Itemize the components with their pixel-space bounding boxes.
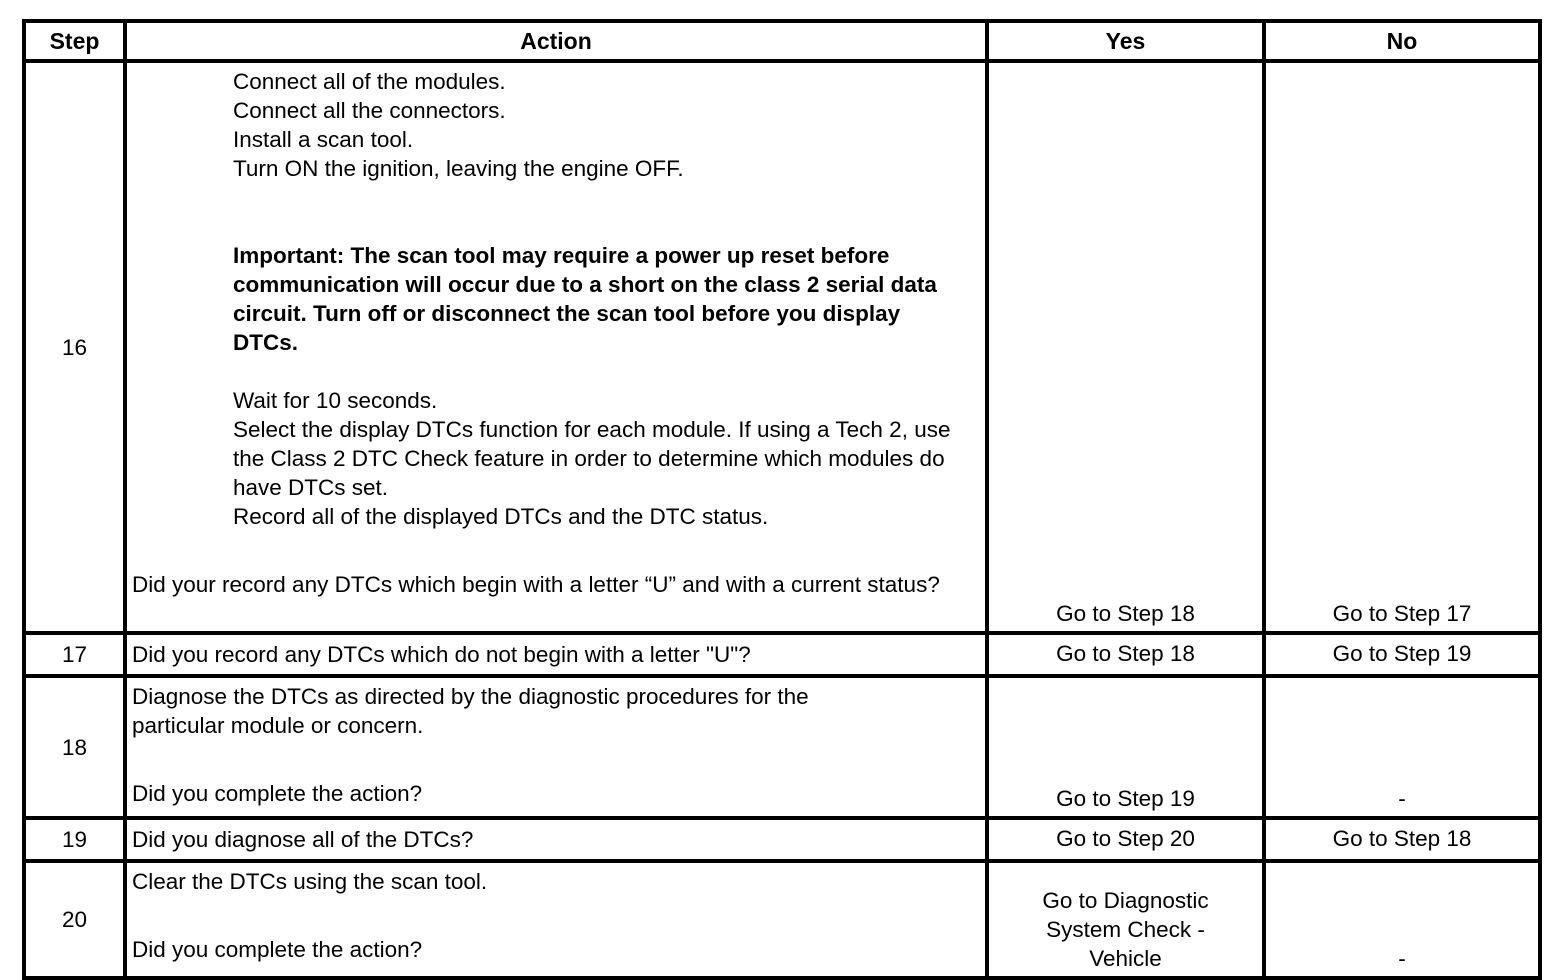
header-yes: Yes — [987, 21, 1264, 61]
step-number: 16 — [24, 61, 125, 633]
action-item: Install a scan tool. — [233, 127, 414, 152]
important-note: Important: The scan tool may require a power up reset before communication will occur due to a short on the class 2 serial data circuit. Turn off or disconnect the scan tool before you display DTCs. — [233, 243, 937, 355]
action-item: Connect all of the modules. — [233, 69, 506, 94]
step-question: Did you diagnose all of the DTCs? — [125, 818, 987, 861]
step-question: Did you record any DTCs which do not begin with a letter "U"? — [125, 633, 987, 676]
step-question: Did you complete the action? — [132, 937, 423, 962]
table-row-step-20 — [24, 861, 1540, 978]
no-result: - — [1264, 861, 1540, 978]
table-row-step-19 — [24, 818, 1540, 861]
action-item: Connect all the connectors. — [233, 98, 506, 123]
no-result: Go to Step 17 — [1264, 61, 1540, 633]
action-item: Wait for 10 seconds. — [233, 388, 438, 413]
action-text: Clear the DTCs using the scan tool. — [132, 869, 488, 894]
yes-result-text: Go to Diagnostic System Check - Vehicle — [1042, 888, 1209, 971]
action-list-1 — [233, 67, 979, 183]
diagnostic-table — [22, 19, 1542, 980]
table-row-step-18 — [24, 676, 1540, 818]
action-list-2 — [233, 386, 968, 531]
yes-result: Go to Step 18 — [987, 633, 1264, 676]
step-number: 20 — [24, 861, 125, 978]
step-number: 17 — [24, 633, 125, 676]
no-result: Go to Step 18 — [1264, 818, 1540, 861]
yes-result: Go to Step 19 — [987, 676, 1264, 818]
action-cell — [125, 861, 987, 978]
step-number: 19 — [24, 818, 125, 861]
header-step: Step — [24, 21, 125, 61]
action-item: Select the display DTCs function for each module. If using a Tech 2, use the Class 2 DTC Check feature in order to determine which modules do have DTCs set. — [233, 417, 951, 500]
table-row-step-17 — [24, 633, 1540, 676]
step-question: Did you complete the action? — [132, 781, 423, 806]
action-item: Turn ON the ignition, leaving the engine OFF. — [233, 156, 684, 181]
action-cell — [125, 61, 987, 633]
table-row-step-16 — [24, 61, 1540, 633]
action-item: Record all of the displayed DTCs and the DTC status. — [233, 504, 769, 529]
header-row — [24, 21, 1540, 61]
header-action: Action — [125, 21, 987, 61]
no-result: Go to Step 19 — [1264, 633, 1540, 676]
no-result: - — [1264, 676, 1540, 818]
yes-result — [987, 861, 1264, 978]
action-text: Diagnose the DTCs as directed by the diagnostic procedures for the particular module or concern. — [132, 684, 809, 738]
step-question: Did your record any DTCs which begin with a letter “U” and with a current status? — [132, 572, 940, 597]
action-cell — [125, 676, 987, 818]
step-number: 18 — [24, 676, 125, 818]
header-no: No — [1264, 21, 1540, 61]
yes-result: Go to Step 20 — [987, 818, 1264, 861]
yes-result: Go to Step 18 — [987, 61, 1264, 633]
